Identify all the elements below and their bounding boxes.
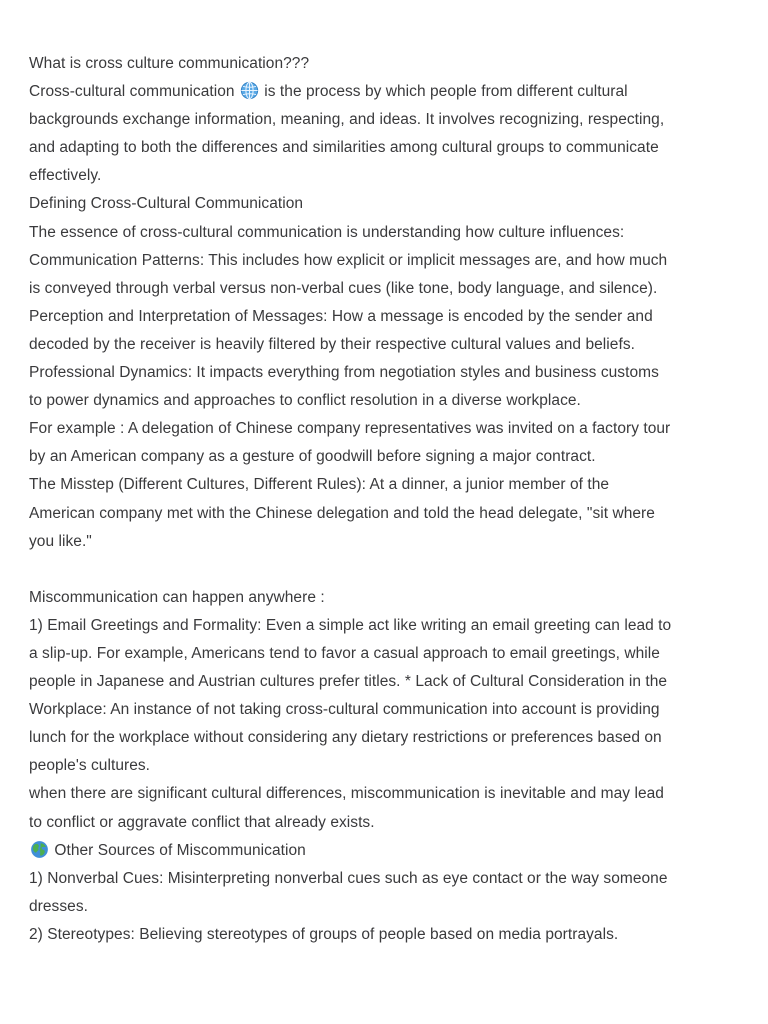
- earth-globe-icon: [30, 840, 49, 859]
- misstep-line-1: The Misstep (Different Cultures, Different Rules): At a dinner, a junior member of the: [29, 476, 610, 494]
- professional-dynamics-line-1: Professional Dynamics: It impacts everything from negotiation styles and business customs: [29, 364, 659, 382]
- perception-line-1: Perception and Interpretation of Messages: How a message is encoded by the sender and: [29, 307, 653, 325]
- other-sources-heading-text: Other Sources of Miscommunication: [50, 841, 306, 859]
- miscommunication-heading: Miscommunication can happen anywhere :: [29, 588, 325, 606]
- email-greetings-line-5: lunch for the workplace without considering any dietary restrictions or preferences based on: [29, 729, 662, 747]
- definition-line-1: [29, 78, 745, 106]
- blank-line: [29, 556, 745, 584]
- nonverbal-line-1: 1) Nonverbal Cues: Misinterpreting nonverbal cues such as eye contact or the way someone: [29, 869, 668, 887]
- stereotypes-line: 2) Stereotypes: Believing stereotypes of groups of people based on media portrayals.: [29, 925, 619, 943]
- email-greetings-line-2: a slip-up. For example, Americans tend to favor a casual approach to email greetings, while: [29, 644, 660, 662]
- perception-line-2: decoded by the receiver is heavily filtered by their respective cultural values and beliefs.: [29, 335, 635, 353]
- essence-line: The essence of cross-cultural communication is understanding how culture influences:: [29, 223, 625, 241]
- when-there-line-2: to conflict or aggravate conflict that already exists.: [29, 813, 375, 831]
- other-sources-heading: [29, 837, 745, 865]
- communication-patterns-line-1: Communication Patterns: This includes how explicit or implicit messages are, and how much: [29, 251, 668, 269]
- misstep-line-2: American company met with the Chinese delegation and told the head delegate, "sit where: [29, 504, 655, 522]
- definition-text-a: Cross-cultural communication: [29, 83, 239, 101]
- section-heading-defining: Defining Cross-Cultural Communication: [29, 195, 304, 213]
- definition-text-b: is the process by which people from different cultural: [259, 83, 628, 101]
- definition-line-4: effectively.: [29, 167, 102, 185]
- definition-line-3: and adapting to both the differences and similarities among cultural groups to communicate: [29, 139, 659, 157]
- professional-dynamics-line-2: to power dynamics and approaches to conflict resolution in a diverse workplace.: [29, 392, 581, 410]
- email-greetings-line-3: people in Japanese and Austrian cultures prefer titles. * Lack of Cultural Consideration in the: [29, 673, 668, 691]
- email-greetings-line-4: Workplace: An instance of not taking cross-cultural communication into account is providing: [29, 701, 660, 719]
- communication-patterns-line-2: is conveyed through verbal versus non-verbal cues (like tone, body language, and silence).: [29, 279, 658, 297]
- example-line-1: For example : A delegation of Chinese company representatives was invited on a factory tour: [29, 420, 671, 438]
- misstep-line-3: you like.": [29, 532, 92, 550]
- note-body: [29, 50, 745, 949]
- email-greetings-line-6: people's cultures.: [29, 757, 151, 775]
- nonverbal-line-2: dresses.: [29, 897, 88, 915]
- globe-with-meridians-icon: [240, 81, 259, 100]
- note-title: What is cross culture communication???: [29, 55, 310, 72]
- example-line-2: by an American company as a gesture of goodwill before signing a major contract.: [29, 448, 596, 466]
- when-there-line-1: when there are significant cultural differences, miscommunication is inevitable and may lead: [29, 785, 664, 803]
- email-greetings-line-1: 1) Email Greetings and Formality: Even a simple act like writing an email greeting can lead to: [29, 616, 672, 634]
- definition-line-2: backgrounds exchange information, meaning, and ideas. It involves recognizing, respecting,: [29, 111, 665, 129]
